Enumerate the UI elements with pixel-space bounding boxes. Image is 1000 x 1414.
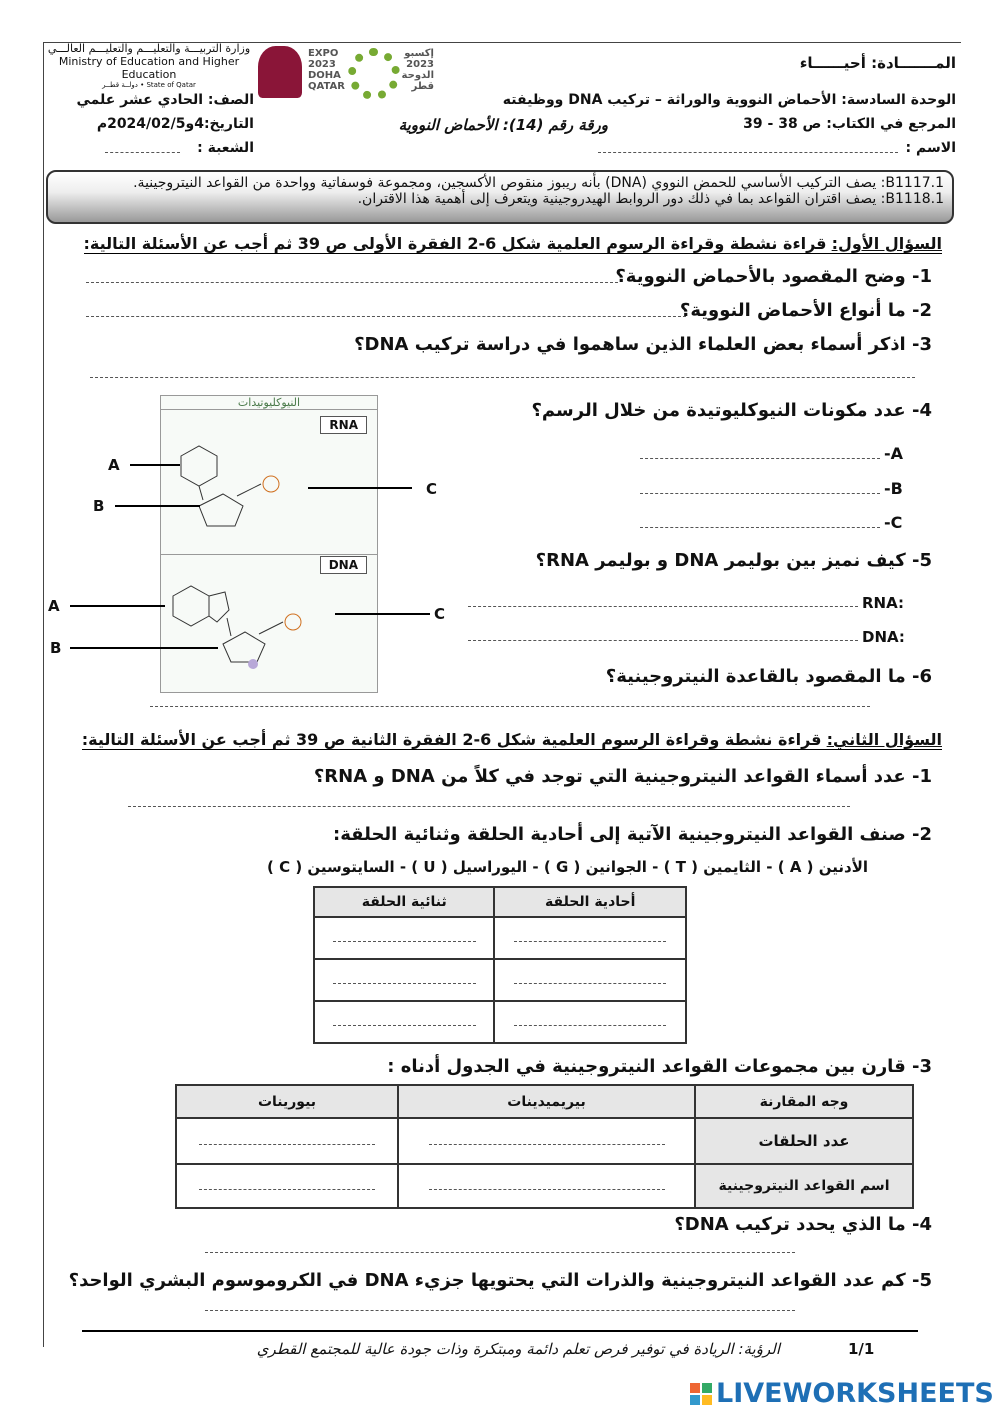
cell[interactable] [494, 959, 686, 1001]
comparison-table [175, 1084, 914, 1209]
cell[interactable] [398, 1164, 695, 1208]
q1-heading [84, 234, 942, 254]
footer-divider [82, 1330, 918, 1332]
q1-item-1: 1- وضح المقصود بالأحماض النووية؟ [615, 266, 932, 287]
unit-title: الوحدة السادسة: الأحماض النووية والوراثة – تركيب DNA ووظيفته [502, 92, 956, 108]
section-field[interactable] [105, 152, 180, 153]
subject: المـــــــادة: أحيــــــاء [799, 54, 956, 72]
cell[interactable] [314, 1001, 494, 1043]
q2-title: السؤال الثاني: [826, 730, 942, 749]
section-label: الشعبة : [197, 140, 254, 156]
q1-instruction: قراءة نشطة وقراءة الرسوم العلمية شكل 6-2 الفقرة الأولى ص 39 ثم أجب عن الأسئلة التالية: [83, 234, 827, 253]
q2-heading [82, 730, 942, 750]
q2-answer-4[interactable] [205, 1252, 795, 1253]
row-ring-count: عدد الحلقات [695, 1118, 913, 1164]
date: التاريخ:4و2024/02/5م [96, 116, 254, 132]
q1-item-5: 5- كيف نميز بين بوليمر DNA و بوليمر RNA؟ [535, 550, 932, 571]
answer-C-line[interactable] [640, 527, 880, 528]
row-base-names: اسم القواعد النيتروجينية [695, 1164, 913, 1208]
q2-answer-5[interactable] [205, 1310, 795, 1311]
q1-answer-1[interactable] [86, 282, 618, 283]
bases-list: الأدنين ( A ) - الثايمين ( T ) - الجوانين ( G ) - اليوراسيل ( U ) - السايتوسين ( C ) [267, 858, 868, 876]
cell[interactable] [398, 1118, 695, 1164]
qatar-emblem [258, 46, 302, 98]
header-comparison: وجه المقارنة [695, 1085, 913, 1118]
ministry-en: Ministry of Education and Higher Education [58, 55, 240, 81]
q1-answer-2[interactable] [86, 316, 686, 317]
learning-outcomes [46, 170, 954, 224]
expo-logo-ar: إكسبو 2023 الدوحة قطر [401, 48, 434, 92]
answer-B-label: -B [884, 479, 903, 498]
q2-item-3: 3- قارن بين مجموعات القواعد النيتروجينية في الجدول أدناه : [387, 1056, 932, 1077]
outcome-1: B1117.1: يصف التركيب الأساسي للحمض النووي (DNA) بأنه ريبوز منقوص الأكسجين، ومجموعة فوسفاتية وواحدة من القواعد النيتروجينية. [133, 175, 944, 191]
dna-label-B: B [50, 639, 62, 657]
q2-item-5: 5- كم عدد القواعد النيتروجينية والذرات التي يحتويها جزيء DNA في الكروموسوم البشري الواحد؟ [68, 1270, 932, 1291]
sheet-title: ورقة رقم (14): الأحماض النووية [398, 116, 608, 134]
answer-B-line[interactable] [640, 493, 880, 494]
q1-item-3: 3- اذكر أسماء بعض العلماء الذين ساهموا في دراسة تركيب DNA؟ [354, 334, 932, 355]
figure-title: النيوكليوتيدات [161, 396, 377, 410]
ministry-logo [44, 42, 254, 89]
q2-item-4: 4- ما الذي يحدد تركيب DNA؟ [674, 1214, 932, 1235]
q1-item-2: 2- ما أنواع الأحماض النووية؟ [679, 300, 932, 321]
header-single-ring: أحادية الحلقة [494, 887, 686, 917]
q1-answer-3[interactable] [90, 377, 915, 378]
rna-label: RNA [320, 416, 367, 434]
vision-statement: الرؤية: الريادة في توفير فرص تعلم دائمة ومبتكرة وذات جودة عالية للمجتمع القطري [256, 1340, 780, 1358]
dna-answer-label: DNA: [862, 628, 905, 646]
header-pyrimidines: بيريميدينات [398, 1085, 695, 1118]
rna-answer-line[interactable] [468, 606, 858, 607]
book-reference: المرجع في الكتاب: ص 38 - 39 [743, 116, 956, 132]
page-number: 1/1 [848, 1340, 875, 1358]
rna-label-C: C [426, 480, 438, 498]
cell[interactable] [494, 1001, 686, 1043]
answer-A-line[interactable] [640, 458, 880, 459]
state: دولــة قطــر • State of Qatar [102, 81, 196, 89]
label-pointer-lines [40, 455, 460, 665]
liveworksheets-brand [690, 1378, 994, 1409]
q1-title: السؤال الأول: [831, 234, 942, 253]
q1-answer-6[interactable] [150, 706, 870, 707]
dna-label-C: C [434, 605, 446, 623]
cell[interactable] [314, 959, 494, 1001]
q1-item-6: 6- ما المقصود بالقاعدة النيتروجينية؟ [605, 666, 932, 687]
name-field[interactable] [598, 152, 898, 153]
cell[interactable] [494, 917, 686, 959]
dna-answer-line[interactable] [468, 640, 858, 641]
ministry-ar: وزارة التربيـــة والتعليـــم والتعليـــم العالـــي [47, 42, 251, 55]
q2-item-2: 2- صنف القواعد النيتروجينية الآتية إلى أحادية الحلقة وثنائية الحلقة: [333, 824, 932, 845]
dna-label: DNA [320, 556, 367, 574]
outcome-2: B1118.1: يصف اقتران القواعد بما في ذلك دور الروابط الهيدروجينية ويتعرف إلى أهمية هذا الاقتران. [357, 191, 944, 207]
dna-label-A: A [48, 597, 60, 615]
rna-label-A: A [108, 456, 120, 474]
cell[interactable] [176, 1118, 398, 1164]
header-double-ring: ثنائية الحلقة [314, 887, 494, 917]
ring-classification-table [313, 886, 687, 1044]
rna-label-B: B [93, 497, 105, 515]
q2-answer-1[interactable] [128, 806, 850, 807]
expo-logo-en: EXPO 2023 DOHA QATAR [308, 48, 345, 92]
cell[interactable] [176, 1164, 398, 1208]
answer-A-label: -A [884, 444, 904, 463]
q1-item-4: 4- عدد مكونات النيوكليوتيدة من خلال الرسم؟ [531, 400, 932, 421]
q2-instruction: قراءة نشطة وقراءة الرسوم العلمية شكل 6-2 الفقرة الثانية ص 39 ثم أجب عن الأسئلة التالية: [81, 730, 822, 749]
name-label: الاسم : [905, 140, 956, 156]
q2-item-1: 1- عدد أسماء القواعد النيتروجينية التي توجد في كلاً من DNA و RNA؟ [313, 766, 932, 787]
cell[interactable] [314, 917, 494, 959]
answer-C-label: -C [884, 513, 903, 532]
header-purines: بيورينات [176, 1085, 398, 1118]
expo-ring-logo [348, 48, 400, 100]
brand-text: LIVEWORKSHEETS [716, 1378, 994, 1409]
rna-answer-label: RNA: [862, 594, 904, 612]
grade: الصف: الحادي عشر علمي [76, 92, 254, 108]
brand-icon [690, 1383, 712, 1405]
